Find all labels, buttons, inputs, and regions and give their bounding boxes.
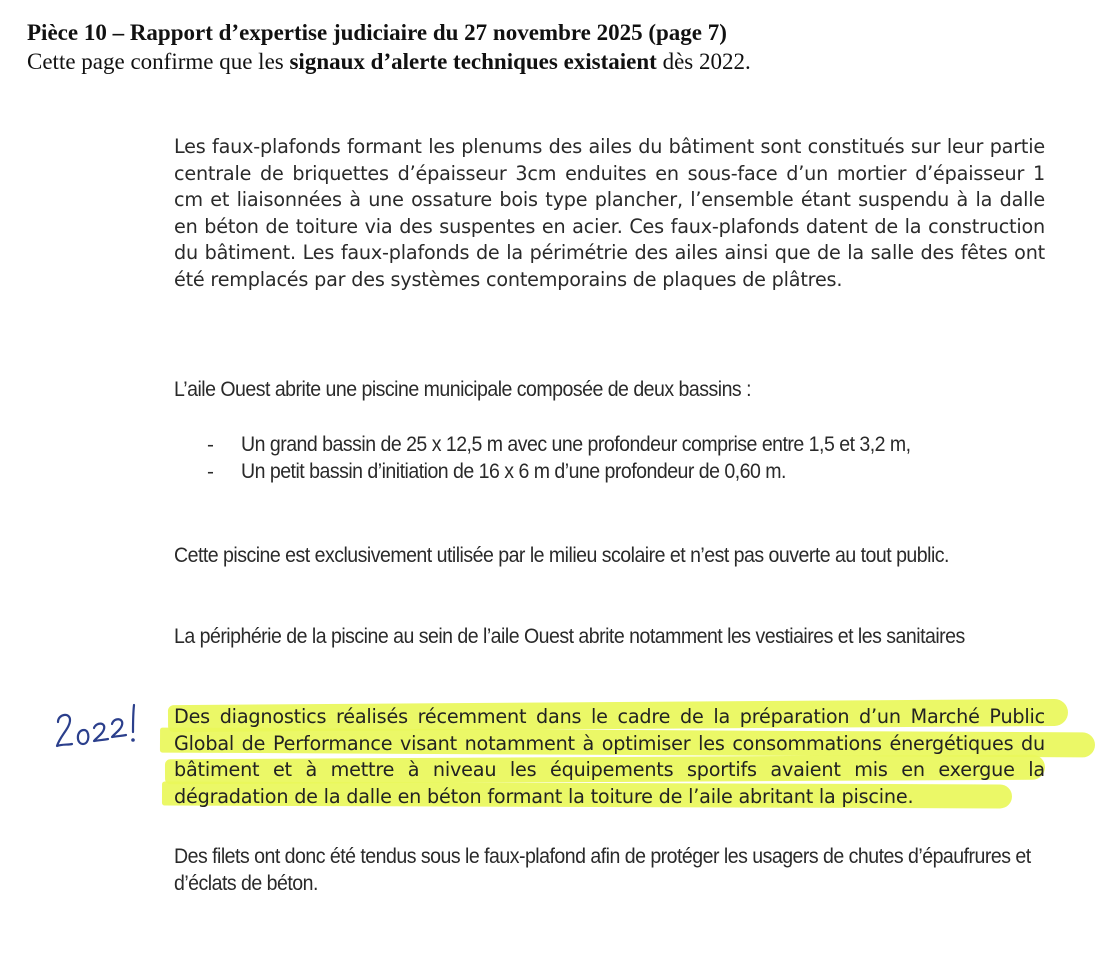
- subtitle-emphasis: signaux d’alerte techniques existaient: [289, 49, 657, 74]
- paragraph-peripherie: La périphérie de la piscine au sein de l’aile Ouest abrite notamment les vestiaires et les sanitaires: [174, 625, 965, 648]
- subtitle-text-end: dès 2022.: [656, 49, 751, 74]
- paragraph-faux-plafonds: Les faux-plafonds formant les plenums des ailes du bâtiment sont constitués sur leur partie centrale de briquettes d’épaisseur 3cm enduites en sous-face d’un mortier d’épaisseur 1 cm et liaisonnées à une ossature bois type plancher, l’ensemble étant suspendu à la dalle en béton de toiture via des suspentes en acier. Ces faux-plafonds datent de la construction du bâtiment. Les faux-plafonds de la périmétrie des ailes ainsi que de la salle des fêtes ont été remplacés par des systèmes contemporains de plaques de plâtres.: [174, 135, 1045, 291]
- paragraph-aile-ouest: L’aile Ouest abrite une piscine municipale composée de deux bassins :: [174, 378, 752, 401]
- handwritten-2022-icon: [54, 702, 144, 762]
- paragraph-usage-scolaire: Cette piscine est exclusivement utilisée par le milieu scolaire et n’est pas ouverte au tout public.: [174, 544, 949, 567]
- list-bullet: -: [207, 433, 214, 456]
- exhibit-header: [27, 18, 1107, 76]
- exhibit-subtitle: [27, 47, 1107, 76]
- list-item-petit-bassin: [174, 459, 1045, 486]
- paragraph-diagnostics-highlighted: Des diagnostics réalisés récemment dans le cadre de la préparation d’un Marché Public Global de Performance visant notamment à optimiser les consommations énergétiques du bâtiment et à mettre à niveau les équipements sportifs avaient mis en exergue la dégradation de la dalle en béton formant la toiture de l’aile abritant la piscine.: [174, 705, 1045, 808]
- subtitle-text-start: Cette page confirme que les: [27, 49, 290, 74]
- paragraph-filets: Des filets ont donc été tendus sous le faux-plafond afin de protéger les usagers de chutes d’épaufrures et d’éclats de béton.: [174, 845, 1031, 895]
- list-item-text: Un petit bassin d’initiation de 16 x 6 m d’une profondeur de 0,60 m.: [241, 459, 786, 483]
- pool-list: [174, 432, 1045, 485]
- list-item-text: Un grand bassin de 25 x 12,5 m avec une profondeur comprise entre 1,5 et 3,2 m,: [241, 433, 911, 456]
- exhibit-title: Pièce 10 – Rapport d’expertise judiciaire du 27 novembre 2025 (page 7): [27, 20, 727, 45]
- list-item-grand-bassin: [174, 432, 1045, 459]
- handwritten-annotation: [54, 702, 144, 762]
- list-bullet: -: [207, 459, 214, 483]
